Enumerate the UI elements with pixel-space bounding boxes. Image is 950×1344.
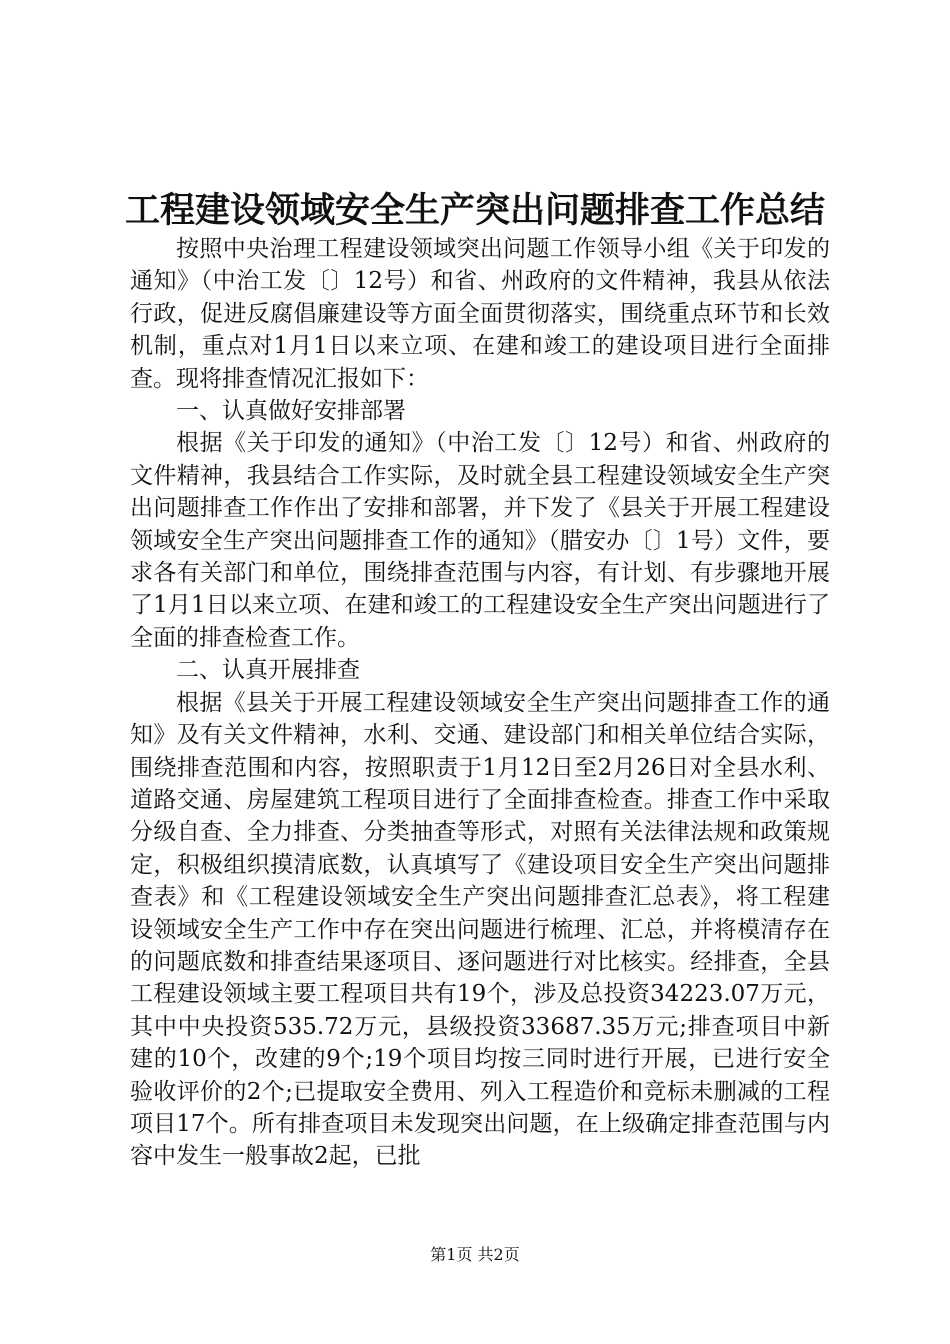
section-1-paragraph: 根据《关于印发的通知》（中治工发〔〕12号）和省、州政府的文件精神，我县结合工作实际，及时就全县工程建设领域安全生产突出问题排查工作作出了安排和部署，并下发了《县关于开展工程建设领域安全生产突出问题排查工作的通知》（腊安办〔〕1号）文件，要求各有关部门和单位，围绕排查范围与内容，有计划、有步骤地开展了1月1日以来立项、在建和竣工的工程建设安全生产突出问题进行了全面的排查检查工作。 [130,430,830,651]
page-footer: 第1页 共2页 [430,1245,520,1264]
section-heading-2: 二、认真开展排查 [176,657,360,684]
intro-paragraph: 按照中央治理工程建设领域突出问题工作领导小组《关于印发的通知》（中治工发〔〕12号）和省、州政府的文件精神，我县从依法行政，促进反腐倡廉建设等方面全面贯彻落实，围绕重点环节和长效机制，重点对1月1日以来立项、在建和竣工的建设项目进行全面排查。现将排查情况汇报如下： [130,236,830,392]
document-body [130,233,830,1173]
document-title: 工程建设领域安全生产突出问题排查工作总结 [124,190,825,231]
section-heading-1: 一、认真做好安排部署 [176,398,406,425]
section-2-paragraph: 根据《县关于开展工程建设领域安全生产突出问题排查工作的通知》及有关文件精神，水利、交通、建设部门和相关单位结合实际，围绕排查范围和内容，按照职责于1月12日至2月26日对全县水利、道路交通、房屋建筑工程项目进行了全面排查检查。排查工作中采取分级自查、全力排查、分类抽查等形式，对照有关法律法规和政策规定，积极组织摸清底数，认真填写了《建设项目安全生产突出问题排查表》和《工程建设领域安全生产突出问题排查汇总表》，将工程建设领域安全生产工作中存在突出问题进行梳理、汇总，并将模清存在的问题底数和排查结果逐项目、逐问题进行对比核实。经排查，全县工程建设领域主要工程项目共有19个，涉及总投资34223.07万元，其中中央投资535.72万元，县级投资33687.35万元;排查项目中新建的10个，改建的9个;19个项目均按三同时进行开展，已进行安全验收评价的2个;已提取安全费用、列入工程造价和竞标未删减的工程项目17个。所有排查项目未发现突出问题，在上级确定排查范围与内容中发生一般事故2起，已批 [130,689,830,1170]
